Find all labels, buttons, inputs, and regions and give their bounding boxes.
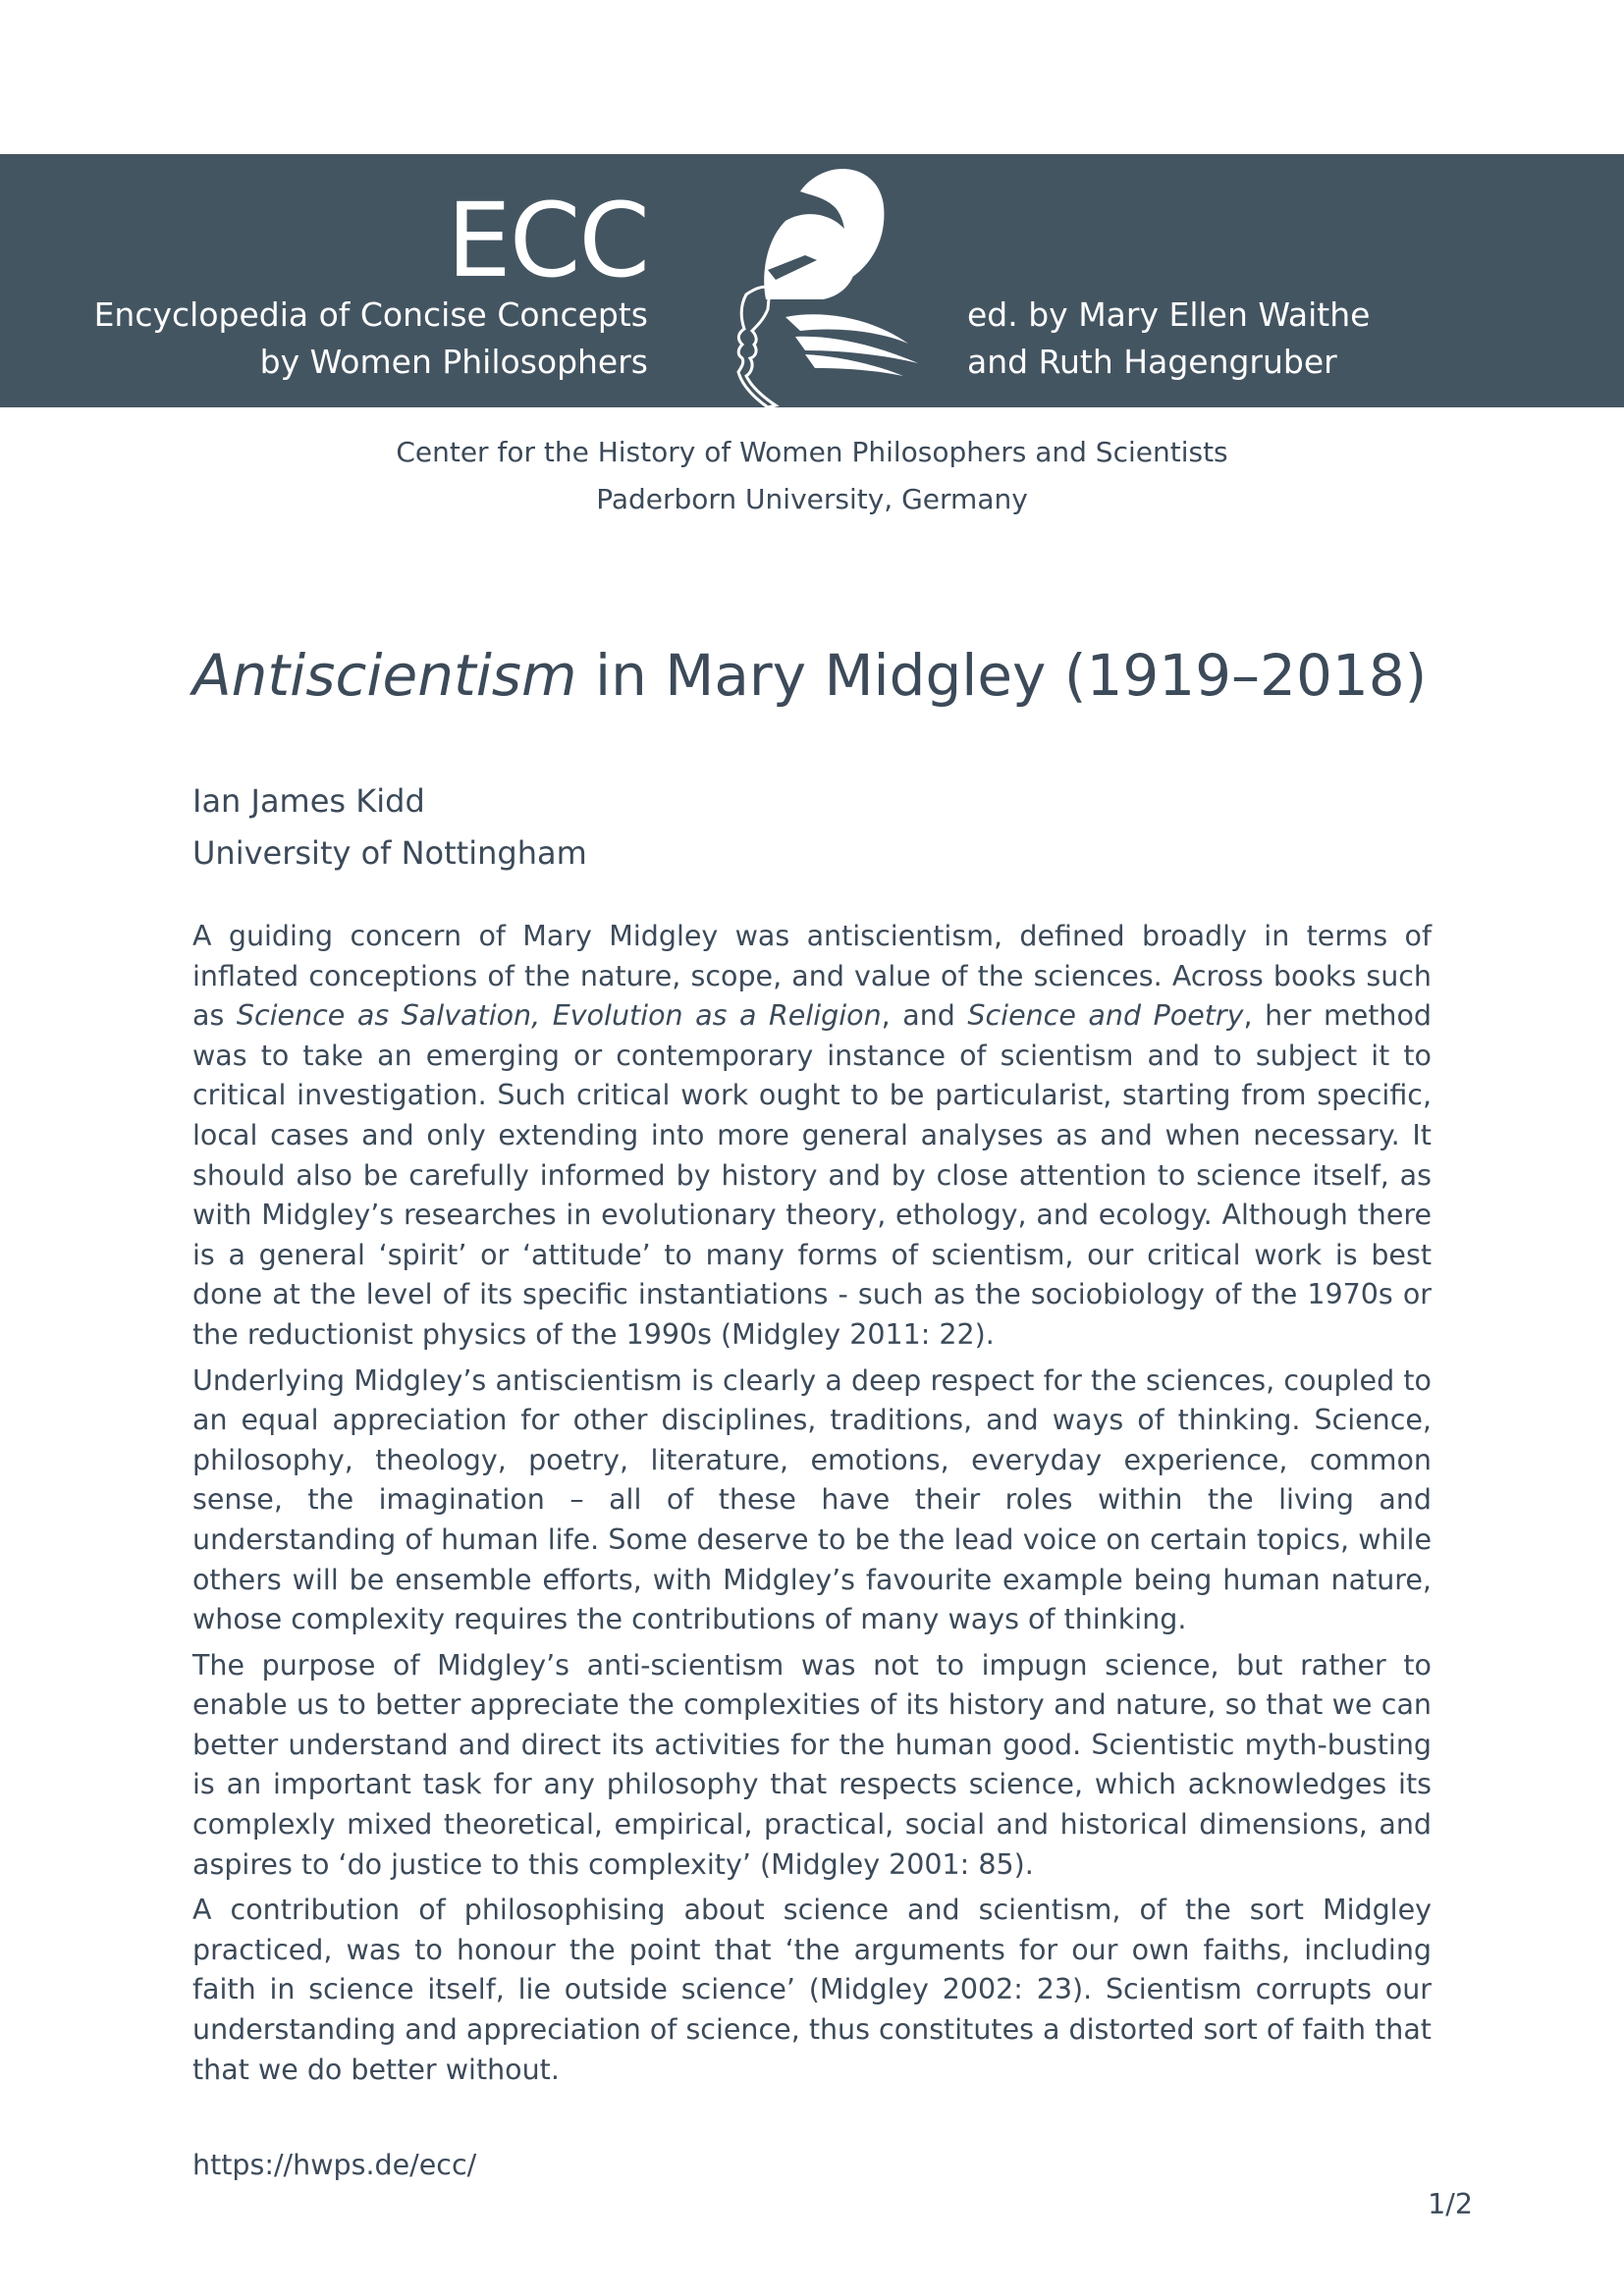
author-block [192,775,1174,880]
paragraph-4: A contribution of philosophising about science and scientism, of the sort Midgley practiced, was to honour the point that ‘the arguments for our own faiths, including faith in science itself, lie outside science’ (Midgley 2002: 23). Scientism corrupts our understanding and appreciation of science, thus constitutes a distorted sort of faith that that we do better without. [192,1894,1432,2086]
paragraph-1 [192,917,1432,1356]
article-title-rest: in Mary Midgley (1919–2018) [576,642,1428,709]
editors [967,292,1419,386]
article-title-italic: Antiscientism [192,642,577,709]
page-number: 1/2 [1428,2188,1473,2220]
book-titles-1: Science as Salvation, Evolution as a Religion [236,999,882,1033]
paragraph-1-text-a: A guiding concern of Mary Midgley was antiscientism, defined broadly in terms of inflated conceptions of the nature, scope, and value of the sciences. Across books such as [192,920,1432,1033]
athena-helmet-icon [707,162,933,407]
article-title [192,636,1469,715]
institution-line2: Paderborn University, Germany [596,483,1028,515]
footer-url: https://hwps.de/ecc/ [192,2149,477,2181]
encyclopedia-title [59,292,648,386]
editors-line2: and Ruth Hagengruber [967,343,1337,381]
ecc-logo: ECC [447,181,648,300]
book-title-2: Science and Poetry [967,999,1244,1033]
paragraph-1-text-b: , and [881,999,968,1033]
author-affiliation: University of Nottingham [192,834,587,872]
paragraph-3: The purpose of Midgley’s anti-scientism was not to impugn science, but rather to enable us to better appreciate the complexities of its history and nature, so that we can better understand and direct its activities for the human good. Scientistic myth-busting is an important task for any philosophy that respects science, which acknowledges its complexly mixed theoretical, empirical, practical, social and historical dimensions, and aspires to ‘do justice to this complexity’ (Midgley 2001: 85). [192,1648,1432,1881]
paragraph-1-text-c: , her method was to take an emerging or contemporary instance of scientism and to subject it to critical investigation. Such critical work ought to be particularist, starting from specific, local cases and only extending into more general analyses as and when necessary. It should also be carefully informed by history and by close attention to science itself, as with Midgley’s researches in evolutionary theory, ethology, and ecology. Although there is a general ‘spirit’ or ‘attitude’ to many forms of scientism, our critical work is best done at the level of its specific instantiations - such as the sociobiology of the 1970s or the reductionist physics of the 1990s (Midgley 2011: 22). [192,999,1433,1351]
author-name: Ian James Kidd [192,782,425,820]
encyclopedia-title-line2: by Women Philosophers [259,343,648,381]
institution-line1: Center for the History of Women Philosophers and Scientists [396,436,1228,468]
editors-line1: ed. by Mary Ellen Waithe [967,295,1371,334]
header-banner [0,154,1624,407]
encyclopedia-title-line1: Encyclopedia of Concise Concepts [93,295,648,334]
institution [0,429,1624,523]
paragraph-2: Underlying Midgley’s antiscientism is clearly a deep respect for the sciences, coupled to an equal appreciation for other disciplines, traditions, and ways of thinking. Science, philosophy, theology, poetry, literature, emotions, everyday experience, common sense, the imagination – all of these have their roles within the living and understanding of human life. Some deserve to be the lead voice on certain topics, while others will be ensemble efforts, with Midgley’s favourite example being human nature, whose complexity requires the contributions of many ways of thinking. [192,1363,1432,1636]
article-body [192,917,1432,2096]
